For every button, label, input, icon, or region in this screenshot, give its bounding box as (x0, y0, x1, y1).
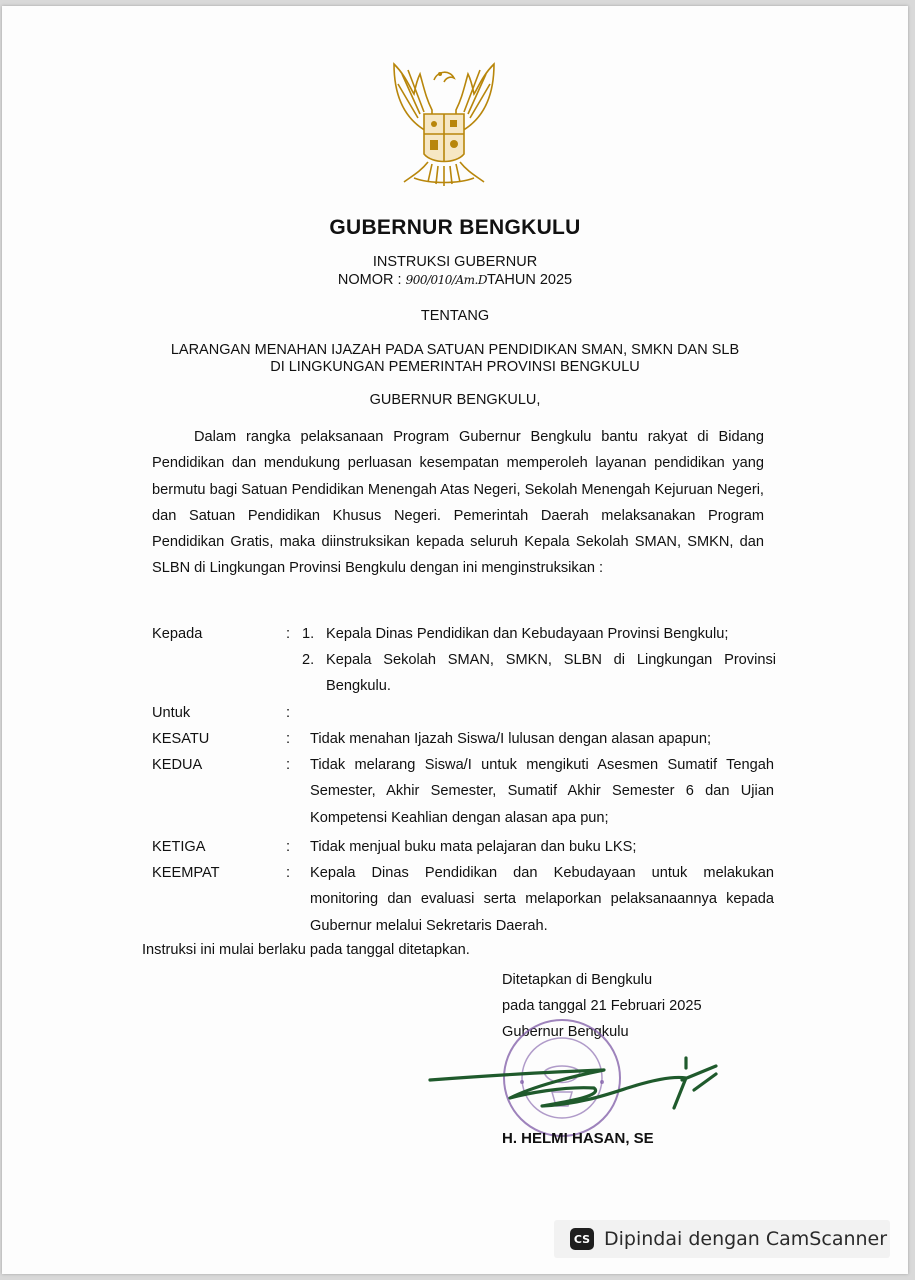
signature-date: pada tanggal 21 Februari 2025 (502, 998, 702, 1014)
subject-line-2: DI LINGKUNGAN PEMERINTAH PROVINSI BENGKULU (270, 359, 640, 375)
page-title: GUBERNUR BENGKULU (329, 216, 581, 239)
issuer-heading: GUBERNUR BENGKULU, (369, 392, 541, 408)
list-item (302, 647, 776, 700)
kepada-label: Kepada (152, 626, 203, 642)
handwritten-signature (424, 1036, 724, 1128)
colon: : (286, 626, 291, 642)
list-text: Kepala Dinas Pendidikan dan Kebudayaan Provinsi Bengkulu; (326, 626, 729, 642)
signature-office: Gubernur Bengkulu (502, 1024, 629, 1040)
instruction-label: KESATU (152, 731, 210, 747)
list-number: 1. (302, 626, 315, 642)
colon: : (286, 757, 291, 773)
number-prefix: NOMOR : (337, 272, 402, 288)
number-suffix: TAHUN 2025 (486, 272, 573, 288)
camscanner-watermark (554, 1220, 890, 1258)
kepada-row (152, 621, 782, 701)
instruction-text: Tidak menahan Ijazah Siswa/I lulusan dengan alasan apapun; (310, 731, 712, 747)
camscanner-icon: CS (570, 1228, 594, 1250)
list-item (302, 621, 772, 647)
handwritten-number: 900/010/Am.D (405, 273, 487, 287)
instruction-text: Kepala Dinas Pendidikan dan Kebudayaan untuk melakukan monitoring dan evaluasi serta melaporkan pelaksanaannya kepada Gubernur melalui Sekretaris Daerah. (310, 865, 774, 934)
document-page (2, 6, 908, 1274)
garuda-emblem-icon (380, 54, 508, 190)
instruction-label: KEEMPAT (152, 865, 220, 881)
watermark-text: Dipindai dengan CamScanner (604, 1228, 888, 1250)
closing-statement: Instruksi ini mulai berlaku pada tanggal ditetapkan. (142, 942, 470, 958)
instruction-text: Tidak menjual buku mata pelajaran dan buku LKS; (310, 839, 637, 855)
document-type: INSTRUKSI GUBERNUR (372, 254, 538, 270)
preamble-paragraph (152, 424, 764, 582)
colon: : (286, 839, 291, 855)
instruction-label: KEDUA (152, 757, 203, 773)
colon: : (286, 865, 291, 881)
tentang-heading: TENTANG (420, 308, 490, 324)
signatory-name: H. HELMI HASAN, SE (502, 1130, 654, 1147)
instruction-label: KETIGA (152, 839, 206, 855)
document-number (2, 272, 908, 288)
preamble-text: Dalam rangka pelaksanaan Program Gubernur Bengkulu bantu rakyat di Bidang Pendidikan dan mendukung perluasan kesempatan memperoleh layanan pendidikan yang bermutu bagi Satuan Pendidikan Menengah Atas Negeri, Sekolah Menengah Kejuruan Negeri, dan Satuan Pendidikan Khusus Negeri. Pemerintah Daerah melaksanakan Program Pendidikan Gratis, maka diinstruksikan kepada seluruh Kepala Sekolah SMAN, SMKN, dan SLBN di Lingkungan Provinsi Bengkulu dengan ini menginstruksikan : (152, 429, 764, 577)
colon: : (286, 705, 291, 721)
instruction-text: Tidak melarang Siswa/I untuk mengikuti Asesmen Sumatif Tengah Semester, Akhir Semester, Sumatif Akhir Semester 6 dan Ujian Kompetensi Keahlian dengan alasan apa pun; (310, 757, 774, 826)
signature-place: Ditetapkan di Bengkulu (502, 972, 653, 988)
colon: : (286, 731, 291, 747)
kepada-list (302, 621, 776, 700)
subject-line-1: LARANGAN MENAHAN IJAZAH PADA SATUAN PENDIDIKAN SMAN, SMKN DAN SLB (170, 342, 740, 358)
list-text: Kepala Sekolah SMAN, SMKN, SLBN di Lingkungan Provinsi Bengkulu. (326, 652, 776, 695)
untuk-label: Untuk (152, 705, 191, 721)
list-number: 2. (302, 652, 315, 668)
